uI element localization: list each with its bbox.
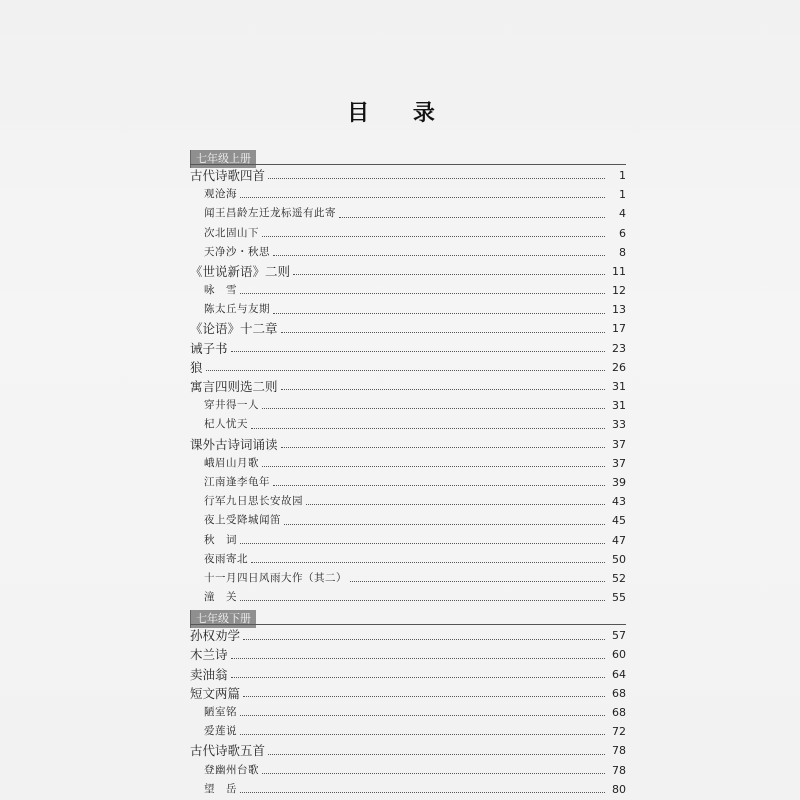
dot-leader — [240, 292, 605, 294]
toc-entry-title: 杞人忧天 — [204, 418, 248, 431]
toc-entry-title: 秋 词 — [204, 533, 237, 546]
toc-entry[interactable] — [190, 761, 626, 780]
dot-leader — [281, 446, 605, 448]
toc-entry-page: 45 — [612, 514, 626, 528]
dot-leader — [273, 484, 605, 486]
dot-leader — [243, 695, 605, 697]
toc-entry-page: 37 — [612, 456, 626, 470]
toc-entry-title: 夜上受降城闻笛 — [204, 514, 281, 527]
toc-entry[interactable] — [190, 415, 626, 434]
dot-leader — [231, 657, 605, 659]
toc-entry-page: 1 — [619, 168, 626, 182]
toc-entry[interactable] — [190, 550, 626, 569]
toc-entry-page: 68 — [612, 686, 626, 700]
toc-entry-title: 爱莲说 — [204, 725, 237, 738]
dot-leader — [240, 791, 605, 793]
toc-entry-page: 39 — [612, 475, 626, 489]
dot-leader — [262, 772, 605, 774]
toc-entry[interactable] — [190, 358, 626, 377]
toc-entry[interactable] — [190, 492, 626, 511]
toc-entry-page: 4 — [619, 207, 626, 221]
toc-entry-title: 峨眉山月歌 — [204, 456, 259, 469]
toc-entry[interactable] — [190, 281, 626, 300]
toc-entry-page: 8 — [619, 245, 626, 259]
toc-entry[interactable] — [190, 646, 626, 665]
dot-leader — [268, 177, 605, 179]
toc-entry-page: 80 — [612, 782, 626, 796]
dot-leader — [281, 388, 605, 390]
toc-entry-page: 64 — [612, 667, 626, 681]
toc-entry[interactable] — [190, 166, 626, 185]
toc-entry[interactable] — [190, 377, 626, 396]
toc-entry-title: 观沧海 — [204, 188, 237, 201]
toc-entry-title: 课外古诗词诵读 — [190, 436, 278, 452]
dot-leader — [231, 676, 605, 678]
toc-entry-title: 穿井得一人 — [204, 399, 259, 412]
toc-entry-page: 13 — [612, 303, 626, 317]
toc-entry-title: 古代诗歌四首 — [190, 167, 266, 183]
toc-entry-page: 78 — [612, 744, 626, 758]
toc-entry[interactable] — [190, 665, 626, 684]
toc-entry-title: 寓言四则选二则 — [190, 379, 278, 395]
toc-entry-title: 短文两篇 — [190, 685, 241, 701]
toc-entry-title: 陈太丘与友期 — [204, 303, 270, 316]
dot-leader — [240, 714, 605, 716]
toc-entry[interactable] — [190, 243, 626, 262]
dot-leader — [273, 254, 605, 256]
toc-entry[interactable] — [190, 300, 626, 319]
toc-entry-page: 6 — [619, 226, 626, 240]
toc-entry-title: 望 岳 — [204, 782, 237, 795]
toc-entry-title: 闻王昌龄左迁龙标遥有此寄 — [204, 207, 336, 220]
dot-leader — [284, 523, 605, 525]
toc-entry-page: 55 — [612, 591, 626, 605]
toc-entry-title: 孙权劝学 — [190, 628, 241, 644]
dot-leader — [240, 733, 605, 735]
toc-entry[interactable] — [190, 396, 626, 415]
toc-entry-page: 23 — [612, 341, 626, 355]
dot-leader — [231, 350, 605, 352]
dot-leader — [240, 599, 605, 601]
toc-entry[interactable] — [190, 722, 626, 741]
toc-entry-title: 古代诗歌五首 — [190, 743, 266, 759]
toc-entry-page: 1 — [619, 188, 626, 202]
dot-leader — [306, 503, 605, 505]
toc-entry-title: 潼 关 — [204, 591, 237, 604]
toc-entry-page: 68 — [612, 706, 626, 720]
toc-entry[interactable] — [190, 204, 626, 223]
toc-entry-page: 72 — [612, 725, 626, 739]
dot-leader — [240, 196, 605, 198]
section-header: 七年级上册 — [190, 150, 256, 168]
toc-entry[interactable] — [190, 454, 626, 473]
dot-leader — [281, 331, 605, 333]
dot-leader — [262, 235, 605, 237]
toc-entry-page: 31 — [612, 399, 626, 413]
dot-leader — [243, 638, 605, 640]
toc-entry[interactable] — [190, 588, 626, 607]
dot-leader — [273, 312, 605, 314]
page-title: 目 录 — [347, 101, 453, 126]
toc-entry-title: 行军九日思长安故园 — [204, 495, 303, 508]
dot-leader — [262, 465, 605, 467]
dot-leader — [339, 216, 605, 218]
toc-entry[interactable] — [190, 780, 626, 799]
toc-entry[interactable] — [190, 185, 626, 204]
dot-leader — [268, 753, 605, 755]
toc-entry-page: 26 — [612, 360, 626, 374]
toc-entry-page: 78 — [612, 763, 626, 777]
toc-entry-page: 47 — [612, 533, 626, 547]
toc-entry-title: 诫子书 — [190, 340, 228, 356]
toc-entry-title: 狼 — [190, 359, 203, 375]
toc-entry[interactable] — [190, 262, 626, 281]
toc-entry-title: 卖油翁 — [190, 666, 228, 682]
toc-entry[interactable] — [190, 320, 626, 339]
toc-entry-page: 60 — [612, 648, 626, 662]
toc-entry-page: 52 — [612, 571, 626, 585]
toc-entry-page: 33 — [612, 418, 626, 432]
toc-entry-title: 《世说新语》二则 — [190, 263, 291, 279]
toc-entry-title: 木兰诗 — [190, 647, 228, 663]
toc-entry-page: 31 — [612, 380, 626, 394]
toc-entry-page: 17 — [612, 322, 626, 336]
toc-entry[interactable] — [190, 473, 626, 492]
dot-leader — [262, 407, 605, 409]
toc-entry-page: 11 — [612, 264, 626, 278]
toc-entry-title: 江南逢李龟年 — [204, 475, 270, 488]
toc-entry-page: 43 — [612, 495, 626, 509]
dot-leader — [206, 369, 605, 371]
toc-entry[interactable] — [190, 511, 626, 530]
dot-leader — [350, 580, 605, 582]
section-header-row — [190, 147, 626, 166]
toc-entry-page: 57 — [612, 629, 626, 643]
toc-entry-page: 50 — [612, 552, 626, 566]
toc-entry-title: 陋室铭 — [204, 706, 237, 719]
dot-leader — [293, 273, 605, 275]
section-header-row — [190, 607, 626, 626]
toc-entry[interactable] — [190, 531, 626, 550]
toc-entry-title: 夜雨寄北 — [204, 552, 248, 565]
toc-entry-page: 37 — [612, 437, 626, 451]
toc-entry[interactable] — [190, 684, 626, 703]
toc-entry-title: 次北固山下 — [204, 226, 259, 239]
toc-entry[interactable] — [190, 626, 626, 645]
toc-entry[interactable] — [190, 339, 626, 358]
table-of-contents — [190, 147, 626, 799]
toc-entry[interactable] — [190, 435, 626, 454]
toc-entry[interactable] — [190, 703, 626, 722]
toc-entry[interactable] — [190, 569, 626, 588]
dot-leader — [251, 427, 605, 429]
toc-entry[interactable] — [190, 741, 626, 760]
toc-entry-title: 天净沙・秋思 — [204, 245, 270, 258]
dot-leader — [240, 542, 605, 544]
toc-entry-title: 咏 雪 — [204, 284, 237, 297]
toc-entry-page: 12 — [612, 284, 626, 298]
toc-entry[interactable] — [190, 224, 626, 243]
toc-entry-title: 《论语》十二章 — [190, 321, 278, 337]
section-header: 七年级下册 — [190, 610, 256, 628]
dot-leader — [251, 561, 605, 563]
toc-entry-title: 十一月四日风雨大作（其二） — [204, 571, 347, 584]
toc-entry-title: 登幽州台歌 — [204, 763, 259, 776]
